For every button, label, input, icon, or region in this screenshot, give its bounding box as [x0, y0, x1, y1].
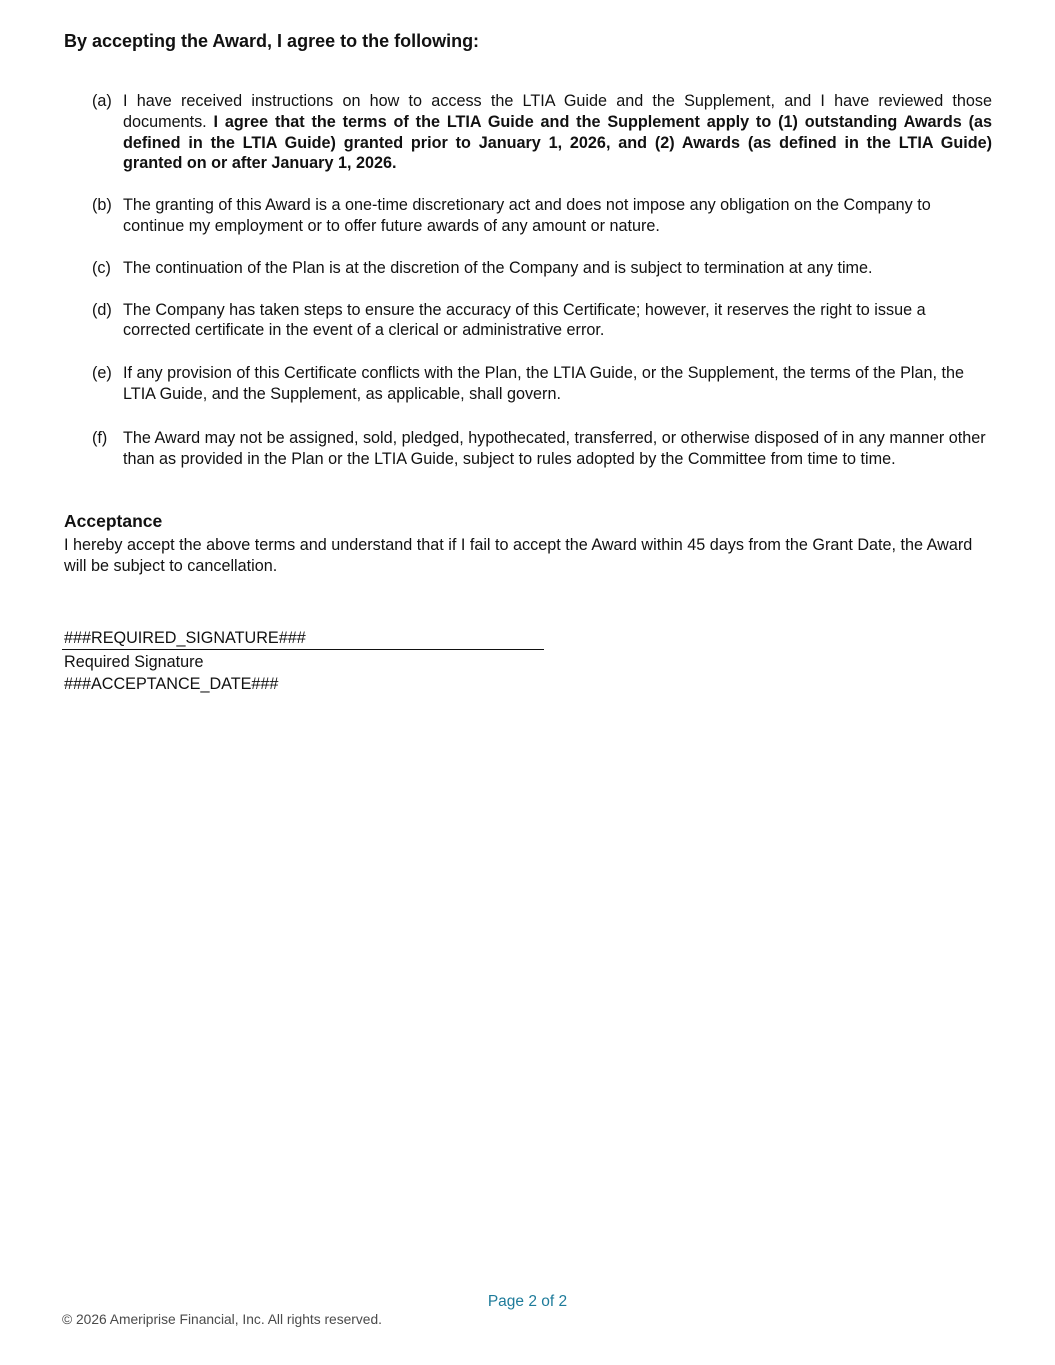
copyright-notice: © 2026 Ameriprise Financial, Inc. All rights reserved. — [62, 1312, 382, 1327]
term-item-c — [92, 258, 992, 279]
terms-list — [92, 91, 992, 469]
term-item-e — [92, 363, 992, 405]
term-marker: (b) — [92, 196, 112, 215]
acceptance-title: Acceptance — [64, 511, 163, 531]
term-text: The continuation of the Plan is at the discretion of the Company and is subject to termination at any time. — [123, 258, 873, 277]
signature-caption: Required Signature — [64, 653, 204, 671]
term-text: If any provision of this Certificate conflicts with the Plan, the LTIA Guide, or the Supplement, the terms of the Plan, the LTIA Guide, and the Supplement, as applicable, shall govern. — [123, 364, 964, 403]
term-text-bold: I agree that the terms of the LTIA Guide and the Supplement apply to (1) outstanding Awards (as defined in the LTIA Guide) granted prior to January 1, 2026, and (2) Awards (as defined in the LTIA Guide) granted on or after January 1, 2026. — [123, 112, 992, 173]
term-text: The Company has taken steps to ensure the accuracy of this Certificate; however, it reserves the right to issue a corrected certificate in the event of a clerical or administrative error. — [123, 300, 926, 340]
term-text-regular: I have received instructions on how to access the LTIA Guide and the Supplement, and I have reviewed those documents. — [123, 92, 992, 131]
term-marker: (c) — [92, 258, 111, 277]
term-marker: (a) — [92, 92, 112, 110]
term-item-d — [92, 300, 992, 342]
terms-heading: By accepting the Award, I agree to the following: — [64, 31, 480, 51]
term-text: The granting of this Award is a one-time discretionary act and does not impose any obligation on the Company to continue my employment or to offer future awards of any amount or nature. — [123, 196, 931, 235]
term-item-f — [92, 428, 992, 470]
term-text — [123, 91, 992, 174]
signature-block — [64, 628, 544, 695]
signature-field[interactable]: ###REQUIRED_SIGNATURE### — [62, 628, 544, 650]
term-text: The Award may not be assigned, sold, pledged, hypothecated, transferred, or otherwise disposed of in any manner other than as provided in the Plan or the LTIA Guide, subject to rules adopted by the Committee from time to time. — [123, 428, 986, 468]
acceptance-text: I hereby accept the above terms and understand that if I fail to accept the Award within 45 days from the Grant Date, the Award will be subject to cancellation. — [64, 536, 973, 575]
term-item-b — [92, 195, 992, 237]
term-marker: (f) — [92, 428, 108, 447]
term-marker: (e) — [92, 364, 112, 383]
page-number: Page 2 of 2 — [487, 1293, 568, 1310]
term-marker: (d) — [92, 300, 112, 319]
acceptance-date-field[interactable]: ###ACCEPTANCE_DATE### — [64, 675, 279, 693]
term-item-a — [92, 91, 992, 174]
